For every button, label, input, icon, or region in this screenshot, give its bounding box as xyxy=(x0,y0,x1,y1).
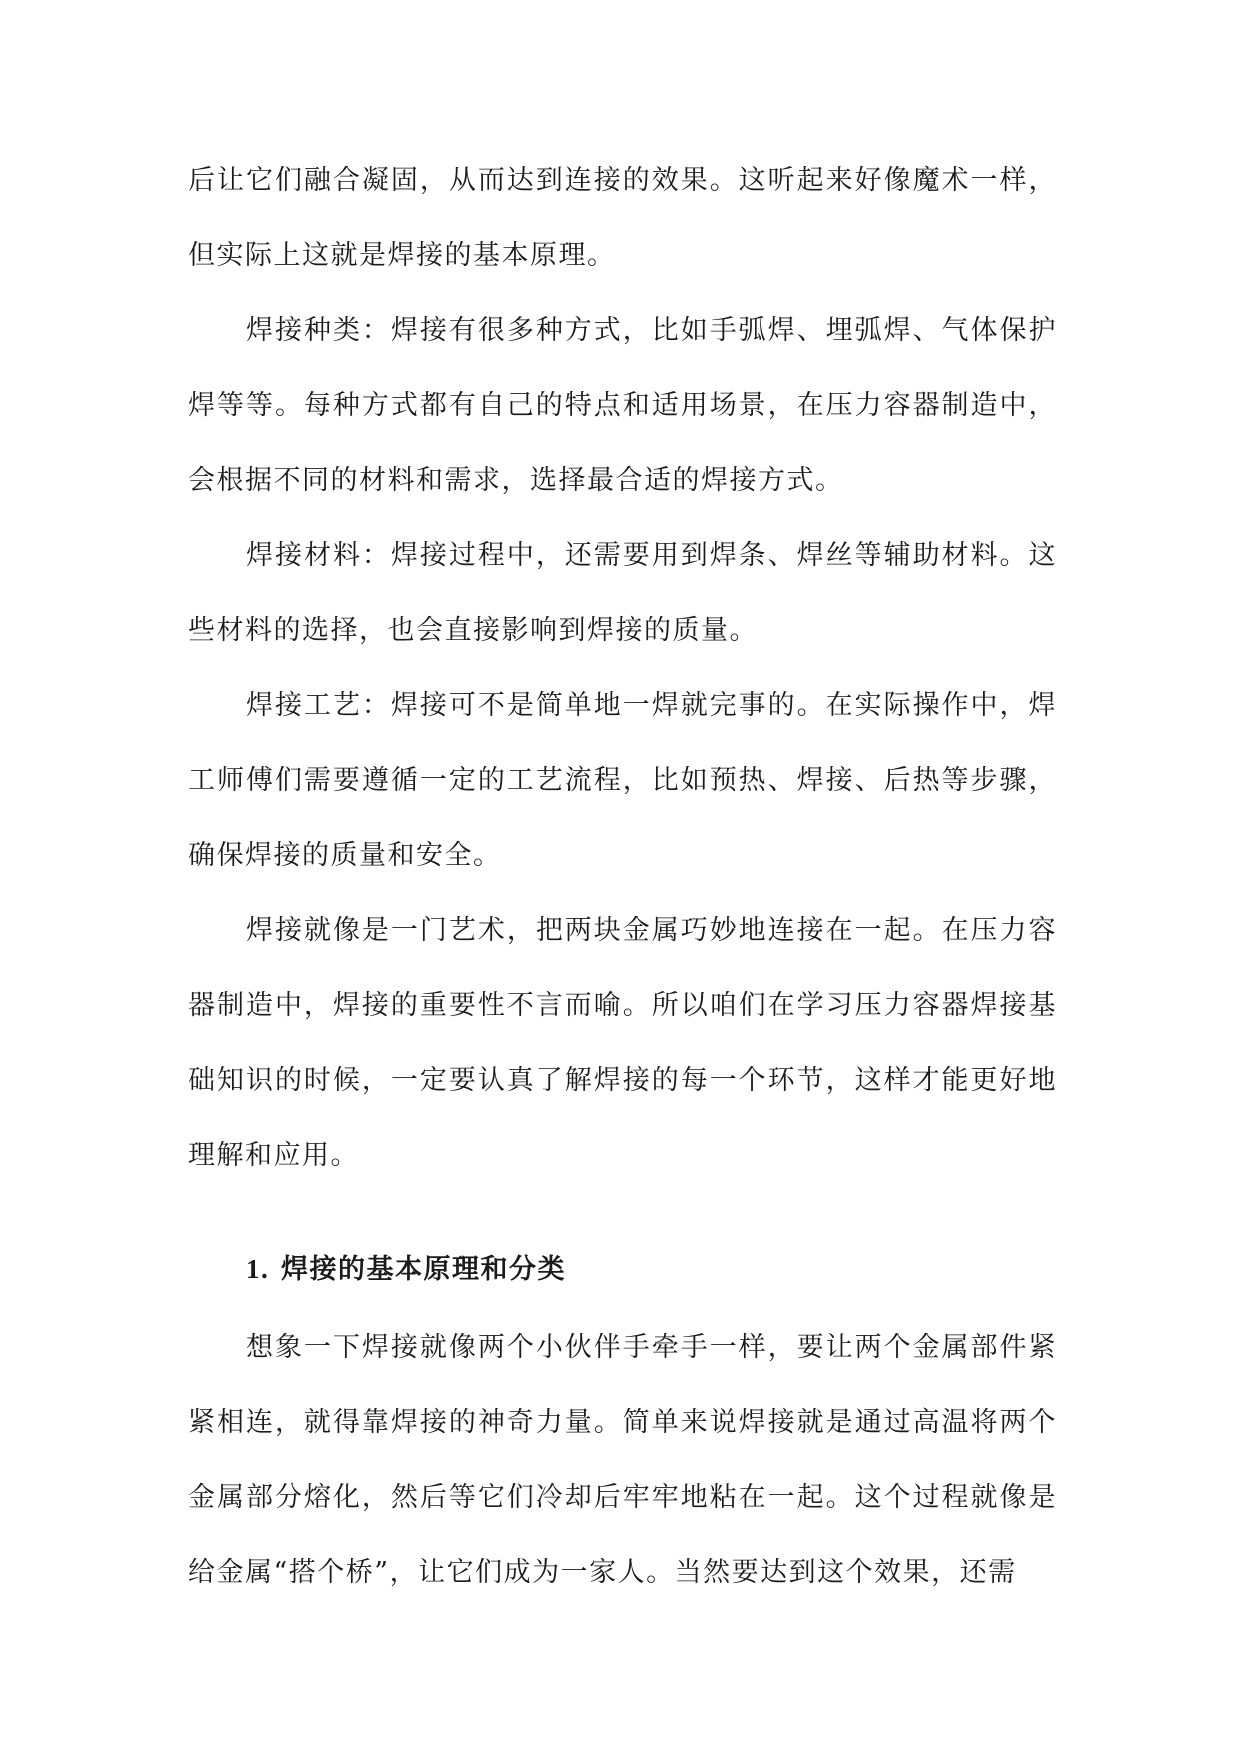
paragraph-welding-materials: 焊接材料：焊接过程中，还需要用到焊条、焊丝等辅助材料。这些材料的选择，也会直接影响到焊接的质量。 xyxy=(188,540,1057,646)
section-heading xyxy=(188,1232,1057,1307)
paragraph-continuation: 后让它们融合凝固，从而达到连接的效果。这听起来好像魔术一样，但实际上这就是焊接的基本原理。 xyxy=(188,165,1057,271)
paragraph-welding-process: 焊接工艺：焊接可不是简单地一焊就完事的。在实际操作中，焊工师傅们需要遵循一定的工艺流程，比如预热、焊接、后热等步骤，确保焊接的质量和安全。 xyxy=(188,690,1057,871)
section-spacer xyxy=(188,1193,1057,1232)
section-title: 焊接的基本原理和分类 xyxy=(281,1254,566,1285)
paragraph-welding-intro: 想象一下焊接就像两个小伙伴手牵手一样，要让两个金属部件紧紧相连，就得靠焊接的神奇力量。简单来说焊接就是通过高温将两个金属部分熔化，然后等它们冷却后牢牢地粘在一起。这个过程就像是给金属“搭个桥”，让它们成为一家人。当然要达到这个效果，还需 xyxy=(188,1332,1057,1588)
document-body xyxy=(188,143,1057,1610)
paragraph-welding-art: 焊接就像是一门艺术，把两块金属巧妙地连接在一起。在压力容器制造中，焊接的重要性不言而喻。所以咱们在学习压力容器焊接基础知识的时候，一定要认真了解焊接的每一个环节，这样才能更好地理解和应用。 xyxy=(188,915,1057,1171)
paragraph-welding-types: 焊接种类：焊接有很多种方式，比如手弧焊、埋弧焊、气体保护焊等等。每种方式都有自己的特点和适用场景，在压力容器制造中，会根据不同的材料和需求，选择最合适的焊接方式。 xyxy=(188,315,1057,496)
section-number: 1. xyxy=(246,1254,270,1284)
